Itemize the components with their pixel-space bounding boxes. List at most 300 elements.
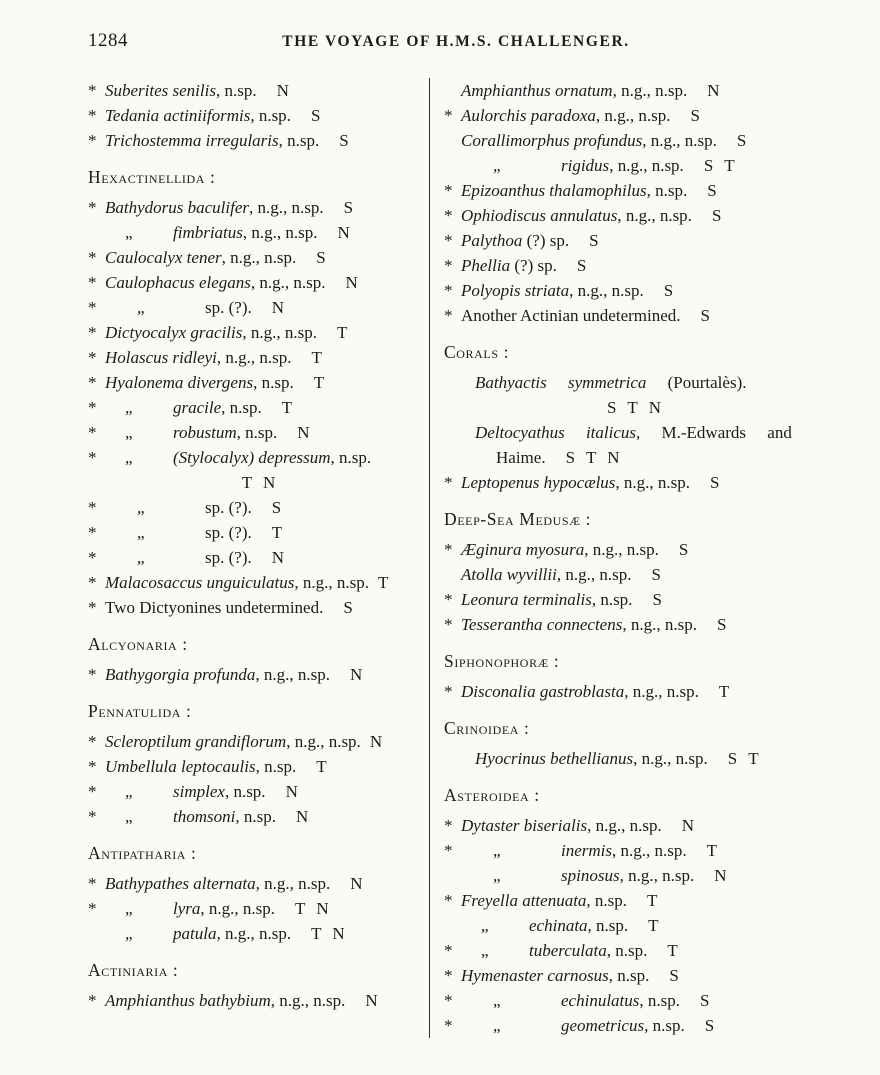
species-name: Amphianthus ornatum [461,81,613,100]
entry-annotation: , n.sp. [236,423,278,442]
species-entry [88,570,429,595]
new-species-asterisk: * [444,841,453,860]
species-entry [444,153,824,178]
species-entry [88,988,429,1013]
ditto-mark: „ [493,841,501,860]
species-name: (Stylocalyx) depressum [173,448,331,467]
new-species-asterisk: * [444,991,453,1010]
entry-annotation: sp. (?). [205,523,252,542]
station-letters: S [651,565,661,584]
station-letters: N [345,273,358,292]
species-name: Æginura myosura [461,540,585,559]
entry-annotation: , n.sp. [255,757,297,776]
species-entry [88,662,429,687]
entry-annotation: , n.sp. [224,782,266,801]
entry-annotation: , n.g., n.sp. [619,866,695,885]
species-entry [88,320,429,345]
station-letters: S T [727,749,759,768]
station-letters: T [337,323,348,342]
species-name: Hymenaster carnosus [461,966,609,985]
entry-annotation: , n.g., n.sp. [216,348,292,367]
entry-annotation: , n.g., n.sp. [221,248,297,267]
species-name: Suberites senilis [105,81,216,100]
species-name: tuberculata [529,941,607,960]
station-letters: S [669,966,679,985]
station-letters: T N [311,924,345,943]
new-species-asterisk: * [444,816,453,835]
new-species-asterisk: * [444,1016,453,1035]
station-letters: N [297,423,310,442]
species-entry [444,746,824,771]
station-letters: S [690,106,700,125]
entry-annotation: (?) sp. [510,256,557,275]
station-letters: N [271,548,285,567]
entry-annotation: , M.-Edwards and [636,423,792,442]
entry-annotation: , n.g., n.sp. [609,156,684,175]
ditto-mark: „ [125,398,133,417]
species-name: lyra [173,899,201,918]
entry-annotation: , n.g., n.sp. [294,573,369,592]
species-entry [444,253,824,278]
station-letters: T [706,841,718,860]
station-letters: T [718,682,730,701]
station-letters: N [681,816,694,835]
new-species-asterisk: * [88,523,97,542]
entry-annotation: Two Dictyonines undetermined. [105,598,324,617]
station-letters: S T N [565,448,620,467]
entry-annotation: , n.g., n.sp. [200,899,276,918]
entry-annotation: , n.g., n.sp. [633,749,708,768]
entry-annotation: sp. (?). [205,548,252,567]
species-entry [88,754,429,779]
species-name: Freyella attenuata [461,891,587,910]
taxon-section [88,634,429,687]
species-entry [444,587,824,612]
station-letters: S T [703,156,735,175]
new-species-asterisk: * [444,891,453,910]
species-name: inermis [561,841,612,860]
species-name: simplex [173,782,225,801]
entry-annotation: , n.sp. [235,807,276,826]
species-name: Bathyactis symmetrica [475,373,647,392]
entry-annotation: Haime. [496,448,546,467]
species-name: fimbriatus [173,223,243,242]
species-entry [88,545,429,570]
station-letters: T N [241,473,276,492]
species-entry [444,278,824,303]
new-species-asterisk: * [88,498,97,517]
station-letters: N [349,665,363,684]
station-letters: T [311,348,322,367]
species-entry [444,913,824,938]
continuation-line [88,470,429,495]
section-heading: Actiniaria : [88,960,179,980]
species-name: Dytaster biserialis [461,816,588,835]
station-letters: S [707,181,717,200]
taxon-section [88,78,429,153]
species-name: Dictyocalyx gracilis [105,323,243,342]
new-species-asterisk: * [444,206,453,225]
new-species-asterisk: * [444,540,453,559]
species-entry [444,938,824,963]
section-heading: Siphonophoræ : [444,651,560,671]
species-name: Palythoa [461,231,523,250]
ditto-mark: „ [137,523,145,542]
species-name: Scleroptilum grandiflorum [105,732,287,751]
station-letters: S [343,198,354,217]
entry-annotation: , n.g., n.sp. [242,223,318,242]
taxon-section [88,960,429,1013]
species-entry [88,804,429,829]
species-name: Umbellula leptocaulis [105,757,256,776]
entry-annotation: , n.g., n.sp. [624,682,699,701]
new-species-asterisk: * [88,348,97,367]
species-name: Leonura terminalis [461,590,592,609]
species-name: rigidus [561,156,610,175]
species-entry [444,813,824,838]
new-species-asterisk: * [444,256,453,275]
species-name: echinulatus [561,991,640,1010]
species-entry [444,303,824,328]
station-letters: S [704,1016,715,1035]
station-letters: S [271,498,282,517]
station-letters: N [365,991,378,1010]
entry-annotation: , n.sp. [644,1016,685,1035]
species-entry [88,220,429,245]
entry-annotation: , n.sp. [330,448,372,467]
section-heading: Pennatulida : [88,701,192,721]
station-letters: T [648,916,659,935]
species-name: Deltocyathus italicus [475,423,637,442]
new-species-asterisk: * [88,106,97,125]
taxon-section [444,78,824,328]
species-entry [88,345,429,370]
ditto-mark: „ [493,991,501,1010]
station-letters: T [271,523,283,542]
species-name: Corallimorphus profundus [461,131,643,150]
station-letters: S [652,590,662,609]
new-species-asterisk: * [88,81,97,100]
species-name: Hyalonema divergens [105,373,254,392]
taxon-section [444,342,824,495]
new-species-asterisk: * [88,548,97,567]
station-letters: S [700,991,710,1010]
species-name: Caulophacus elegans [105,273,251,292]
entry-annotation: , n.sp. [646,181,688,200]
entry-annotation: , n.sp. [221,398,262,417]
taxon-section [88,167,429,620]
ditto-mark: „ [125,924,133,943]
section-heading: Corals : [444,342,510,362]
species-name: Epizoanthus thalamophilus [461,181,647,200]
new-species-asterisk: * [88,198,97,217]
entry-annotation: Another Actinian undetermined. [461,306,681,325]
entry-annotation: , n.g., n.sp. [216,924,292,943]
species-name: Tesserantha connectens [461,615,623,634]
station-letters: N [285,782,298,801]
new-species-asterisk: * [88,757,97,776]
species-entry [444,963,824,988]
continuation-line [444,395,824,420]
page-number: 1284 [88,30,128,51]
species-name: Amphianthus bathybium [105,991,271,1010]
section-heading: Deep-Sea Medusæ : [444,509,591,529]
station-letters: T [667,941,678,960]
station-letters: S [716,615,727,634]
new-species-asterisk: * [444,682,453,701]
entry-annotation: , n.sp. [253,373,294,392]
new-species-asterisk: * [444,966,453,985]
species-name: thomsoni [173,807,236,826]
new-species-asterisk: * [88,273,97,292]
species-entry [88,420,429,445]
entry-annotation: , n.sp. [215,81,257,100]
species-name: robustum [173,423,237,442]
continuation-line [444,445,824,470]
species-name: Bathypathes alternata [105,874,256,893]
new-species-asterisk: * [444,281,453,300]
new-species-asterisk: * [444,306,453,325]
species-name: Phellia [461,256,511,275]
new-species-asterisk: * [88,573,97,592]
station-letters: S [736,131,747,150]
entry-annotation: , n.sp. [278,131,320,150]
ditto-mark: „ [125,423,133,442]
station-letters: S [710,473,720,492]
species-entry [444,562,824,587]
species-entry [444,988,824,1013]
two-column-layout [88,78,824,1038]
entry-annotation: , n.sp. [250,106,291,125]
ditto-mark: „ [481,941,489,960]
station-letters: N [350,874,363,893]
station-letters: T [377,573,389,592]
species-entry [88,78,429,103]
species-name: Trichostemma irregularis [105,131,279,150]
new-species-asterisk: * [444,181,453,200]
new-species-asterisk: * [88,398,97,417]
station-letters: N [707,81,720,100]
ditto-mark: „ [481,916,489,935]
species-entry [444,203,824,228]
station-letters: S [310,106,321,125]
species-entry [88,270,429,295]
entry-annotation: (Pourtalès). [646,373,747,392]
new-species-asterisk: * [88,874,97,893]
species-entry [444,228,824,253]
entry-annotation: , n.g., n.sp. [286,732,361,751]
taxon-section [444,785,824,1038]
entry-annotation: (?) sp. [522,231,570,250]
species-entry [444,838,824,863]
new-species-asterisk: * [88,373,97,392]
species-entry [444,78,824,103]
station-letters: N [295,807,309,826]
page-header [88,30,824,52]
running-title: THE VOYAGE OF H.M.S. CHALLENGER. [282,33,630,50]
species-name: Bathydorus baculifer [105,198,250,217]
new-species-asterisk: * [88,298,97,317]
species-entry [88,395,429,420]
station-letters: T [316,757,327,776]
species-name: Aulorchis paradoxa [461,106,596,125]
species-entry [444,888,824,913]
entry-annotation: , n.sp. [606,941,648,960]
station-letters: S [663,281,674,300]
species-name: Holascus ridleyi [105,348,217,367]
entry-annotation: sp. (?). [205,298,252,317]
species-name: Tedania actiniiformis [105,106,251,125]
ditto-mark: „ [493,156,501,175]
species-entry [88,729,429,754]
taxon-section [444,651,824,704]
species-name: echinata [529,916,588,935]
new-species-asterisk: * [88,423,97,442]
new-species-asterisk: * [88,665,97,684]
species-entry [88,495,429,520]
species-entry [88,128,429,153]
entry-annotation: , n.g., n.sp. [249,198,324,217]
species-entry [444,612,824,637]
ditto-mark: „ [493,866,501,885]
entry-annotation: , n.sp. [608,966,650,985]
station-letters: N [714,866,727,885]
station-letters: S [339,131,349,150]
species-entry [88,445,429,470]
ditto-mark: „ [125,448,133,467]
new-species-asterisk: * [88,448,97,467]
species-entry [88,195,429,220]
species-name: Caulocalyx tener [105,248,222,267]
species-entry [88,370,429,395]
entry-annotation: , n.g., n.sp. [612,841,687,860]
new-species-asterisk: * [444,615,453,634]
station-letters: S T N [606,398,661,417]
entry-annotation: , n.g., n.sp. [595,106,671,125]
section-heading: Antipatharia : [88,843,197,863]
station-letters: S [711,206,722,225]
species-entry [88,871,429,896]
species-name: Ophiodiscus annulatus [461,206,618,225]
species-entry [88,896,429,921]
species-name: Leptopenus hypocælus [461,473,616,492]
species-name: gracile [173,398,222,417]
station-letters: N [271,298,285,317]
species-entry [444,370,824,395]
taxon-section [444,718,824,771]
section-heading: Hexactinellida : [88,167,216,187]
entry-annotation: , n.g., n.sp. [617,206,692,225]
species-entry [444,420,824,445]
entry-annotation: , n.sp. [591,590,633,609]
new-species-asterisk: * [88,248,97,267]
species-name: spinosus [561,866,620,885]
station-letters: S [678,540,689,559]
new-species-asterisk: * [88,899,97,918]
species-entry [88,520,429,545]
entry-annotation: , n.sp. [587,916,629,935]
entry-annotation: sp. (?). [205,498,252,517]
ditto-mark: „ [137,498,145,517]
entry-annotation: , n.g., n.sp. [270,991,346,1010]
species-name: Hyocrinus bethellianus [475,749,634,768]
right-column [430,78,824,1038]
species-entry [444,103,824,128]
new-species-asterisk: * [88,782,97,801]
entry-annotation: , n.sp. [586,891,628,910]
entry-annotation: , n.g., n.sp. [622,615,697,634]
species-name: geometricus [561,1016,645,1035]
station-letters: S [316,248,326,267]
species-entry [88,245,429,270]
ditto-mark: „ [137,548,145,567]
species-name: Atolla wyvillii [461,565,557,584]
station-letters: N [337,223,350,242]
station-letters: T [313,373,325,392]
station-letters: S [700,306,710,325]
species-entry [88,103,429,128]
species-name: Bathygorgia profunda [105,665,256,684]
species-entry [444,178,824,203]
new-species-asterisk: * [444,231,453,250]
new-species-asterisk: * [88,807,97,826]
entry-annotation: , n.g., n.sp. [250,273,326,292]
species-entry [444,863,824,888]
taxon-section [444,509,824,637]
entry-annotation: , n.g., n.sp. [587,816,662,835]
ditto-mark: „ [125,807,133,826]
species-entry [88,595,429,620]
species-entry [88,779,429,804]
new-species-asterisk: * [88,732,97,751]
species-name: Polyopis striata [461,281,570,300]
entry-annotation: , n.g., n.sp. [584,540,659,559]
entry-annotation: , n.g., n.sp. [615,473,691,492]
new-species-asterisk: * [444,941,453,960]
new-species-asterisk: * [444,106,453,125]
species-name: Disconalia gastroblasta [461,682,625,701]
new-species-asterisk: * [444,590,453,609]
ditto-mark: „ [137,298,145,317]
station-letters: T N [295,899,329,918]
section-heading: Alcyonaria : [88,634,188,654]
species-name: Malacosaccus unguiculatus [105,573,295,592]
station-letters: T [281,398,293,417]
entry-annotation: , n.sp. [639,991,681,1010]
station-letters: N [369,732,383,751]
entry-annotation: , n.g., n.sp. [255,874,331,893]
station-letters: S [576,256,587,275]
entry-annotation: , n.g., n.sp. [242,323,317,342]
new-species-asterisk: * [88,991,97,1010]
new-species-asterisk: * [88,323,97,342]
species-name: patula [173,924,217,943]
taxon-section [88,701,429,829]
ditto-mark: „ [125,782,133,801]
station-letters: S [343,598,353,617]
station-letters: S [589,231,599,250]
species-entry [444,128,824,153]
section-heading: Asteroidea : [444,785,540,805]
left-column [88,78,429,1038]
species-entry [88,295,429,320]
entry-annotation: , n.g., n.sp. [556,565,632,584]
section-heading: Crinoidea : [444,718,530,738]
new-species-asterisk: * [88,598,97,617]
ditto-mark: „ [125,899,133,918]
ditto-mark: „ [125,223,133,242]
station-letters: T [647,891,658,910]
